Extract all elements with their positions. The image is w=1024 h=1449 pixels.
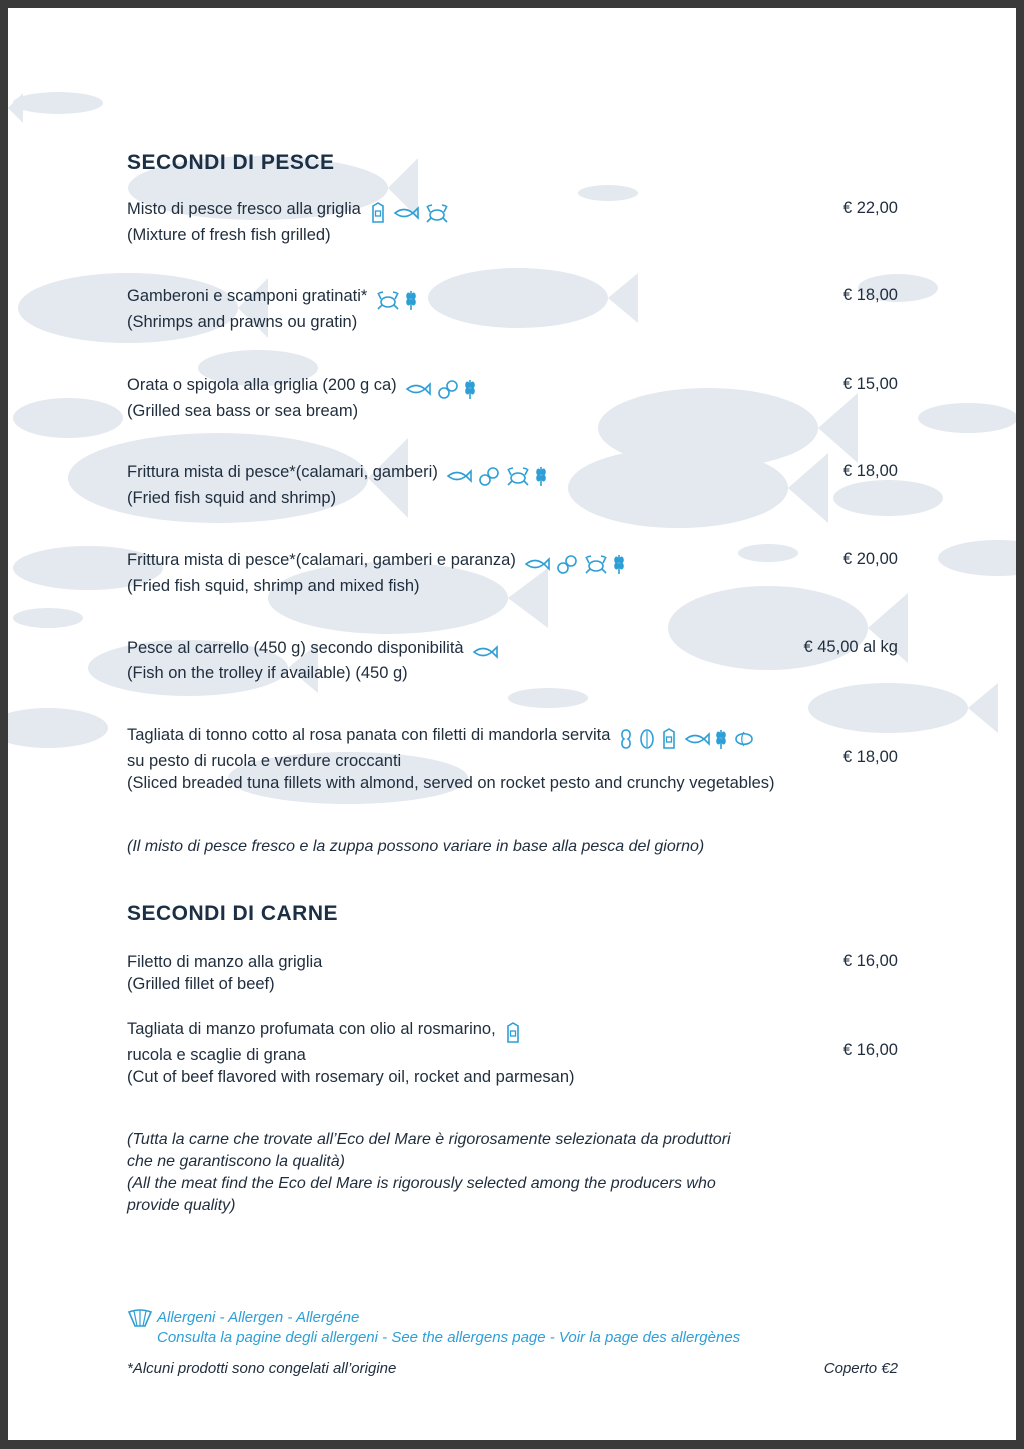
fish-icon bbox=[472, 644, 498, 660]
soy-icon bbox=[556, 553, 578, 575]
menu-item bbox=[127, 374, 907, 422]
item-name-continued: su pesto di rucola e verdure croccanti bbox=[127, 751, 402, 770]
item-translation: (Fish on the trolley if available) (450 g) bbox=[127, 664, 408, 682]
cover-charge: Coperto €2 bbox=[823, 1360, 898, 1377]
fish-icon bbox=[393, 205, 419, 221]
menu-page bbox=[8, 8, 1016, 1440]
item-price: € 20,00 bbox=[842, 550, 898, 568]
item-name: Tagliata di manzo profumata con olio al rosmarino, bbox=[127, 1020, 496, 1038]
menu-item bbox=[127, 1018, 907, 1088]
allergen-icons bbox=[369, 201, 449, 224]
item-name: Frittura mista di pesce*(calamari, gamberi e paranza) bbox=[127, 551, 516, 569]
wheat-icon bbox=[464, 378, 476, 400]
soy-icon bbox=[478, 465, 500, 487]
allergen-icons bbox=[504, 1021, 523, 1044]
fish-icon bbox=[446, 468, 472, 484]
crab-icon bbox=[584, 553, 608, 575]
item-translation: (Sliced breaded tuna fillets with almond, served on rocket pesto and crunchy vegetables) bbox=[127, 773, 775, 792]
item-price: € 16,00 bbox=[842, 1041, 898, 1059]
menu-item bbox=[127, 285, 907, 333]
menu-item bbox=[127, 549, 907, 597]
crab-icon bbox=[376, 289, 400, 311]
crab-icon bbox=[425, 202, 449, 224]
nut-icon bbox=[733, 728, 755, 750]
allergen-title-row bbox=[127, 1308, 740, 1328]
allergen-icons bbox=[376, 288, 419, 311]
meat-note-line: che ne garantiscono la qualità) bbox=[127, 1153, 345, 1170]
allergen-info bbox=[127, 1308, 740, 1348]
milk-icon bbox=[504, 1022, 522, 1044]
fish-icon bbox=[405, 381, 431, 397]
meat-note-line: (Tutta la carne che trovate all’Eco del Mare è rigorosamente selezionata da produttori bbox=[127, 1131, 731, 1148]
item-translation: (Mixture of fresh fish grilled) bbox=[127, 225, 331, 244]
item-name-row bbox=[127, 198, 907, 224]
item-translation: (Shrimps and prawns ou gratin) bbox=[127, 312, 358, 331]
item-name: Frittura mista di pesce*(calamari, gamberi) bbox=[127, 463, 438, 481]
frozen-note: *Alcuni prodotti sono congelati all’origine bbox=[127, 1360, 397, 1377]
item-price: € 15,00 bbox=[842, 375, 898, 393]
item-translation: (Cut of beef flavored with rosemary oil, rocket and parmesan) bbox=[127, 1067, 575, 1086]
item-price: € 22,00 bbox=[842, 199, 898, 217]
allergen-subtitle: Consulta la pagine degli allergeni - See the allergens page - Voir la page des allergènes bbox=[157, 1329, 741, 1346]
item-name-row bbox=[127, 461, 907, 487]
item-name: Pesce al carrello (450 g) secondo disponibilità bbox=[127, 639, 464, 657]
fish-icon bbox=[684, 731, 710, 747]
wheat-icon bbox=[715, 728, 727, 750]
peanut-icon bbox=[619, 728, 633, 750]
item-name: Orata o spigola alla griglia (200 g ca) bbox=[127, 376, 397, 394]
meat-note-line: provide quality) bbox=[127, 1197, 236, 1214]
item-name-row bbox=[127, 637, 907, 662]
menu-item bbox=[127, 198, 907, 246]
allergen-icons bbox=[524, 552, 626, 575]
item-name-continued: rucola e scaglie di grana bbox=[127, 1045, 306, 1064]
meat-note-line: (All the meat find the Eco del Mare is rigorously selected among the producers who bbox=[127, 1175, 716, 1192]
shell-icon bbox=[127, 1308, 153, 1328]
wheat-icon bbox=[535, 465, 547, 487]
menu-item bbox=[127, 724, 907, 794]
item-price: € 16,00 bbox=[842, 952, 898, 970]
meat-note bbox=[127, 1129, 731, 1217]
item-name: Filetto di manzo alla griglia bbox=[127, 953, 323, 971]
section-title-fish: SECONDI DI PESCE bbox=[127, 151, 335, 174]
fish-note: (Il misto di pesce fresco e la zuppa possono variare in base alla pesca del giorno) bbox=[127, 838, 705, 855]
allergen-icons bbox=[619, 727, 756, 750]
item-translation: (Fried fish squid and shrimp) bbox=[127, 488, 337, 507]
item-price: € 18,00 bbox=[842, 462, 898, 480]
allergen-icons bbox=[446, 464, 548, 487]
allergen-title: Allergeni - Allergen - Allergéne bbox=[157, 1309, 360, 1326]
item-translation: (Grilled sea bass or sea bream) bbox=[127, 401, 359, 420]
section-title-meat: SECONDI DI CARNE bbox=[127, 902, 339, 925]
item-name-row bbox=[127, 285, 907, 311]
wheat-icon bbox=[613, 553, 625, 575]
item-price: € 18,00 bbox=[842, 286, 898, 304]
item-name-row bbox=[127, 374, 907, 400]
menu-item bbox=[127, 637, 907, 684]
item-name: Misto di pesce fresco alla griglia bbox=[127, 200, 361, 218]
item-translation: (Fried fish squid, shrimp and mixed fish) bbox=[127, 576, 420, 595]
item-name-row bbox=[127, 724, 907, 750]
item-name-row bbox=[127, 549, 907, 575]
item-name-row bbox=[127, 1018, 907, 1044]
item-price: € 18,00 bbox=[842, 748, 898, 766]
milk-icon bbox=[660, 728, 678, 750]
fish-icon bbox=[524, 556, 550, 572]
milk-icon bbox=[369, 202, 387, 224]
item-name: Gamberoni e scamponi gratinati* bbox=[127, 287, 368, 305]
menu-item bbox=[127, 951, 907, 995]
allergen-icons bbox=[405, 377, 477, 400]
soy-icon bbox=[437, 378, 459, 400]
menu-content bbox=[8, 8, 1016, 1440]
item-price: € 45,00 al kg bbox=[803, 638, 898, 656]
item-name: Tagliata di tonno cotto al rosa panata con filetti di mandorla servita bbox=[127, 726, 611, 744]
item-translation: (Grilled fillet of beef) bbox=[127, 975, 275, 993]
crab-icon bbox=[506, 465, 530, 487]
allergen-icons bbox=[472, 640, 499, 662]
menu-item bbox=[127, 461, 907, 509]
almond-icon bbox=[639, 728, 655, 750]
wheat-icon bbox=[405, 289, 417, 311]
